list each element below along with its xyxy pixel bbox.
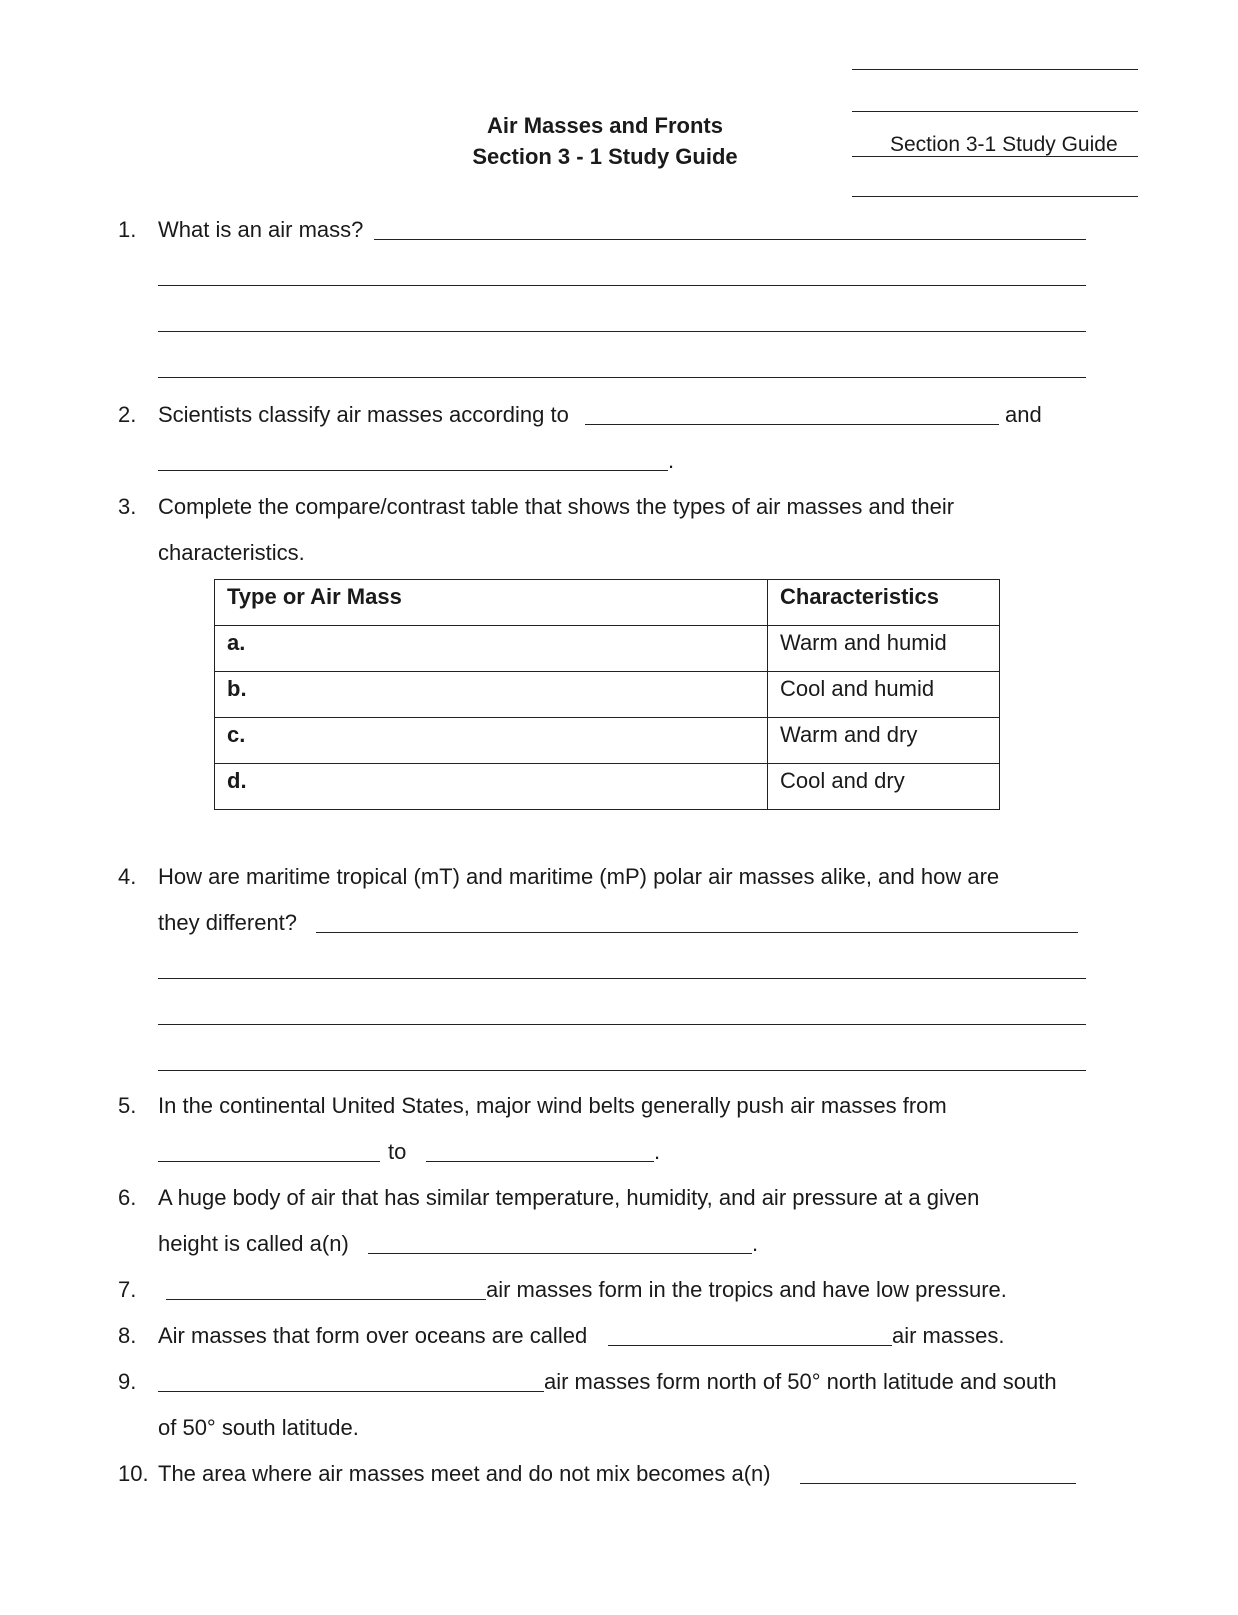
period-line[interactable] (852, 196, 1138, 197)
table-row (215, 718, 1000, 764)
question-3-number: 3. (118, 494, 137, 519)
section-label-line (852, 156, 1138, 157)
name-line[interactable] (852, 69, 1138, 70)
question-5-period: . (654, 1139, 661, 1164)
question-9-line2: of 50° south latitude. (158, 1415, 359, 1440)
question-5-to: to (388, 1139, 407, 1164)
question-2-and: and (1005, 402, 1042, 427)
table-cell-type[interactable]: b. (215, 672, 768, 718)
air-mass-table (214, 579, 1000, 810)
question-9-number: 9. (118, 1369, 137, 1394)
table-cell-characteristics: Cool and dry (768, 764, 1000, 810)
answer-line-7[interactable] (166, 1299, 486, 1300)
answer-line-6[interactable] (368, 1253, 752, 1254)
answer-line-5b[interactable] (426, 1161, 654, 1162)
table-cell-type[interactable]: c. (215, 718, 768, 764)
answer-line-1b[interactable] (158, 285, 1086, 286)
section-label: Section 3-1 Study Guide (890, 133, 1118, 156)
question-10-text: The area where air masses meet and do not mix becomes a(n) (158, 1461, 771, 1486)
answer-line-4d[interactable] (158, 1070, 1086, 1071)
question-4-number: 4. (118, 864, 137, 889)
page-subtitle: Section 3 - 1 Study Guide (472, 144, 738, 169)
table-cell-characteristics: Warm and humid (768, 626, 1000, 672)
table-header-type: Type or Air Mass (215, 580, 768, 626)
question-3-line1: Complete the compare/contrast table that shows the types of air masses and their (158, 494, 955, 519)
table-header-row (215, 580, 1000, 626)
table-cell-characteristics: Warm and dry (768, 718, 1000, 764)
question-5-line1: In the continental United States, major wind belts generally push air masses from (158, 1093, 947, 1118)
question-9-text: air masses form north of 50° north latitude and south (544, 1369, 1057, 1394)
question-7-text: air masses form in the tropics and have low pressure. (486, 1277, 1007, 1302)
question-1-text: What is an air mass? (158, 217, 364, 242)
question-6-line2: height is called a(n) (158, 1231, 349, 1256)
answer-line-1d[interactable] (158, 377, 1086, 378)
date-line[interactable] (852, 111, 1138, 112)
question-6-period: . (752, 1231, 759, 1256)
question-1-number: 1. (118, 217, 137, 242)
table-row (215, 626, 1000, 672)
answer-line-10[interactable] (800, 1483, 1076, 1484)
table-cell-characteristics: Cool and humid (768, 672, 1000, 718)
question-2-text: Scientists classify air masses according to (158, 402, 569, 427)
answer-line-4c[interactable] (158, 1024, 1086, 1025)
answer-line-1a[interactable] (374, 239, 1086, 240)
question-4-line2: they different? (158, 910, 298, 935)
table-row (215, 764, 1000, 810)
answer-line-1c[interactable] (158, 331, 1086, 332)
question-5-number: 5. (118, 1093, 137, 1118)
answer-line-2b[interactable] (158, 470, 668, 471)
question-8-number: 8. (118, 1323, 137, 1348)
question-3-line2: characteristics. (158, 540, 305, 565)
question-8-tail: air masses. (892, 1323, 1005, 1348)
question-8-text: Air masses that form over oceans are called (158, 1323, 588, 1348)
table-row (215, 672, 1000, 718)
question-10-number: 10. (118, 1461, 149, 1486)
question-6-line1: A huge body of air that has similar temperature, humidity, and air pressure at a given (158, 1185, 980, 1210)
answer-line-4a[interactable] (316, 932, 1078, 933)
table-cell-type[interactable]: a. (215, 626, 768, 672)
table-cell-type[interactable]: d. (215, 764, 768, 810)
question-7-number: 7. (118, 1277, 137, 1302)
question-6-number: 6. (118, 1185, 137, 1210)
table-header-characteristics: Characteristics (768, 580, 1000, 626)
answer-line-5a[interactable] (158, 1161, 380, 1162)
answer-line-8[interactable] (608, 1345, 892, 1346)
question-2-number: 2. (118, 402, 137, 427)
answer-line-4b[interactable] (158, 978, 1086, 979)
page-title: Air Masses and Fronts (487, 113, 723, 138)
question-4-line1: How are maritime tropical (mT) and maritime (mP) polar air masses alike, and how are (158, 864, 1000, 889)
question-2-period: . (668, 448, 675, 473)
answer-line-2a[interactable] (585, 424, 999, 425)
answer-line-9[interactable] (158, 1391, 544, 1392)
